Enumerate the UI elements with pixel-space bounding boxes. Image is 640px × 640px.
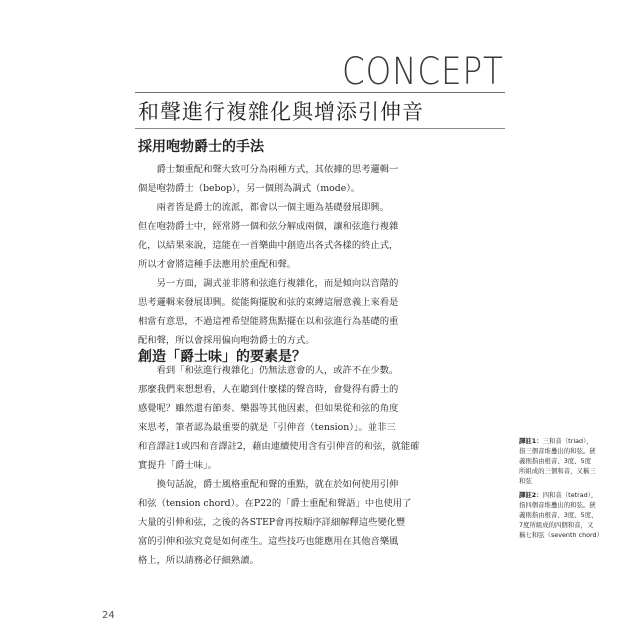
section-heading-jazz-flavor: 創造「爵士味」的要素是？: [138, 349, 306, 365]
note-line: 指四個音堆疊出的和弦。狹: [519, 501, 596, 509]
note-line: 義則指由根音、3度、5度、: [519, 511, 598, 519]
body-line: 但在咆勃爵士中，經常將一個和弦分解成兩個，讓和弦進行複雜: [138, 221, 399, 232]
section-body-jazz-flavor: [138, 361, 508, 570]
note-line: 7度所組成的四個和音，又: [519, 521, 594, 529]
note-line: 義則指由根音、3度、5度: [519, 457, 592, 465]
note-label: 譯註1：: [519, 437, 543, 445]
note-line: 所組成的三個和音，又稱三: [519, 467, 596, 475]
body-line: 配和聲，所以會採用偏向咆勃爵士的方式。: [138, 335, 315, 346]
note-line: 指三個音堆疊出的和弦。狹: [519, 447, 596, 455]
body-line: 和音譯註1或四和音譯註2，藉由連續使用含有引伸音的和弦，就能確: [138, 441, 420, 452]
body-line: 化，以結果來說，這能在一首樂曲中創造出各式各樣的終止式，: [138, 240, 399, 251]
body-line: 來思考，筆者認為最重要的就是「引伸音（tension）」。並非三: [138, 422, 396, 433]
body-line: 富的引伸和弦究竟是如何產生。這些技巧也能應用在其他音樂風: [138, 536, 399, 547]
body-line: 思考邏輯來發展即興。從能夠擺脫和弦的束縛這層意義上來看是: [138, 297, 399, 308]
body-line: 看到「和弦進行複雜化」仍無法意會的人，或許不在少數。: [156, 365, 399, 376]
chapter-title: 和聲進行複雜化與增添引伸音: [138, 100, 424, 124]
body-line: 相當有意思，不過這裡希望能將焦點擺在以和弦進行為基礎的重: [138, 316, 399, 327]
body-line: 爵士類重配和聲大致可分為兩種方式，其依據的思考邏輯一: [156, 164, 399, 175]
concept-heading: CONCEPT: [342, 50, 504, 93]
translator-note-2: [519, 490, 615, 540]
body-line: 格上，所以請務必仔細熟讀。: [138, 555, 259, 566]
note-line: 稱七和弦（seventh chord）: [519, 531, 604, 539]
body-line: 所以才會將這種手法應用於重配和聲。: [138, 259, 297, 270]
body-line: 另一方面，調式並非將和弦進行複雜化，而是傾向以音階的: [156, 278, 399, 289]
body-line: 感覺呢？雖然還有節奏、樂器等其他因素，但如果從和弦的角度: [138, 403, 399, 414]
note-line: 四和音（tetrad），: [542, 491, 598, 499]
body-line: 兩者皆是爵士的流派，都會以一個主題為基礎發展即興。: [156, 202, 390, 213]
body-line: 大量的引伸和弦，之後的各STEP會再按順序詳細解釋這些變化豐: [138, 517, 406, 528]
body-line: 實提升「爵士味」。: [138, 460, 218, 471]
note-line: 三和音（triad），: [542, 437, 593, 445]
title-top-rule: [135, 92, 505, 93]
section-body-bebop: [138, 160, 508, 350]
body-line: 和弦（tension chord）。在P22的「爵士重配和聲語」中也使用了: [138, 498, 412, 509]
body-line: 個是咆勃爵士（bebop），另一個則為調式（mode）。: [138, 183, 361, 194]
body-line: 換句話說，爵士風格重配和聲的重點，就在於如何使用引伸: [156, 479, 399, 490]
page-number: 24: [102, 610, 115, 621]
translator-note-1: [519, 436, 615, 486]
note-line: 和弦: [519, 477, 532, 485]
body-line: 那麼我們來想想看，人在聽到什麼樣的聲音時，會覺得有爵士的: [138, 384, 399, 395]
section-heading-bebop: 採用咆勃爵士的手法: [138, 139, 264, 155]
note-label: 譯註2：: [519, 491, 543, 499]
title-bottom-rule: [135, 128, 505, 129]
